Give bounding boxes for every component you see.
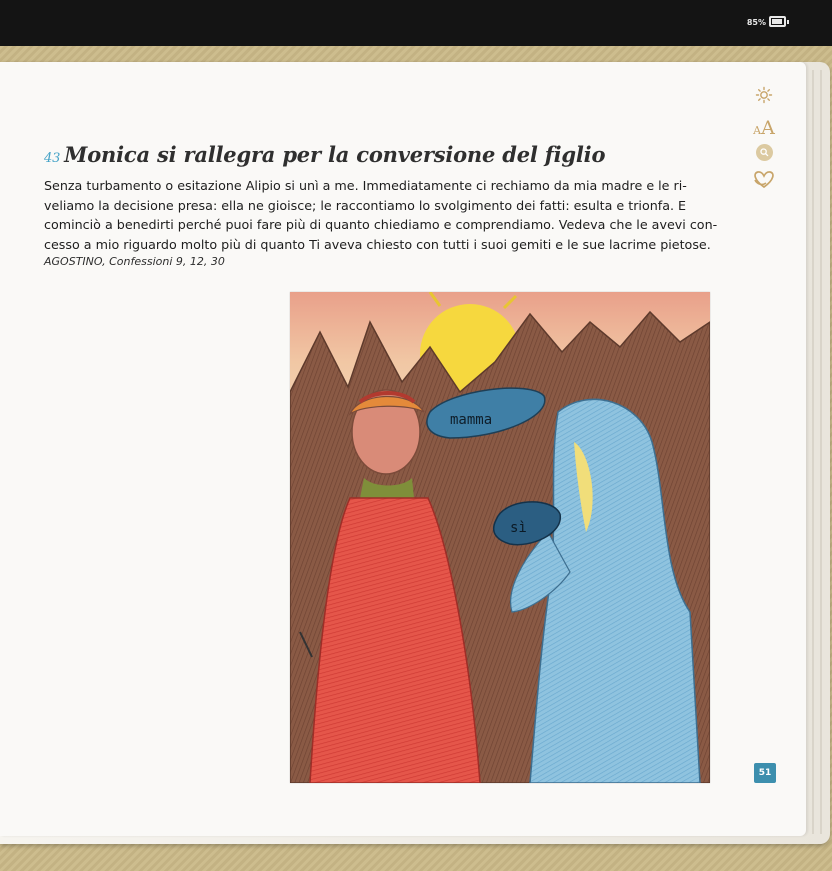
- page-edge: [820, 70, 822, 834]
- crayon-drawing: [290, 292, 710, 783]
- chapter-number: 43: [44, 151, 61, 166]
- body-line: veliamo la decisione presa: ella ne gioisce; le raccontiamo lo svolgimento dei fatti: esulta e trionfa. E: [44, 197, 687, 213]
- sun-settings-icon: [755, 86, 773, 104]
- search-icon: [756, 144, 773, 161]
- battery-icon: [769, 16, 786, 27]
- bubble-text-mamma: mamma: [450, 412, 493, 428]
- illustration: [290, 292, 710, 783]
- font-big-label: A: [761, 117, 775, 139]
- body-line: cesso a mio riguardo molto più di quanto Ti aveva chiesto con tutti i suoi gemiti e le sue lacrime pietose.: [44, 237, 711, 253]
- body-line: cominciò a benedirti perché puoi fare più di quanto chiediamo e comprendiamo. Vedeva che le avevi con-: [44, 217, 718, 233]
- search-button[interactable]: [744, 144, 784, 166]
- body-text: [44, 176, 720, 255]
- settings-button[interactable]: [744, 86, 784, 110]
- page-edge: [812, 70, 814, 834]
- bubble-text-si: sì: [510, 520, 527, 536]
- page-number-badge: 51: [754, 763, 776, 783]
- battery-percentage: 85%: [746, 18, 766, 27]
- chapter-heading: [44, 142, 605, 167]
- citation: AGOSTINO, Confessioni 9, 12, 30: [44, 255, 225, 268]
- bookmark-button[interactable]: [744, 168, 784, 194]
- font-small-label: A: [753, 124, 762, 137]
- chapter-title: Monica si rallegra per la conversione del figlio: [64, 142, 606, 167]
- status-bar: [0, 0, 832, 46]
- body-line: Senza turbamento o esitazione Alipio si unì a me. Immediatamente ci rechiamo da mia madre e le ri-: [44, 178, 687, 193]
- font-size-button[interactable]: [744, 116, 784, 143]
- bookmark-icon: [751, 168, 777, 190]
